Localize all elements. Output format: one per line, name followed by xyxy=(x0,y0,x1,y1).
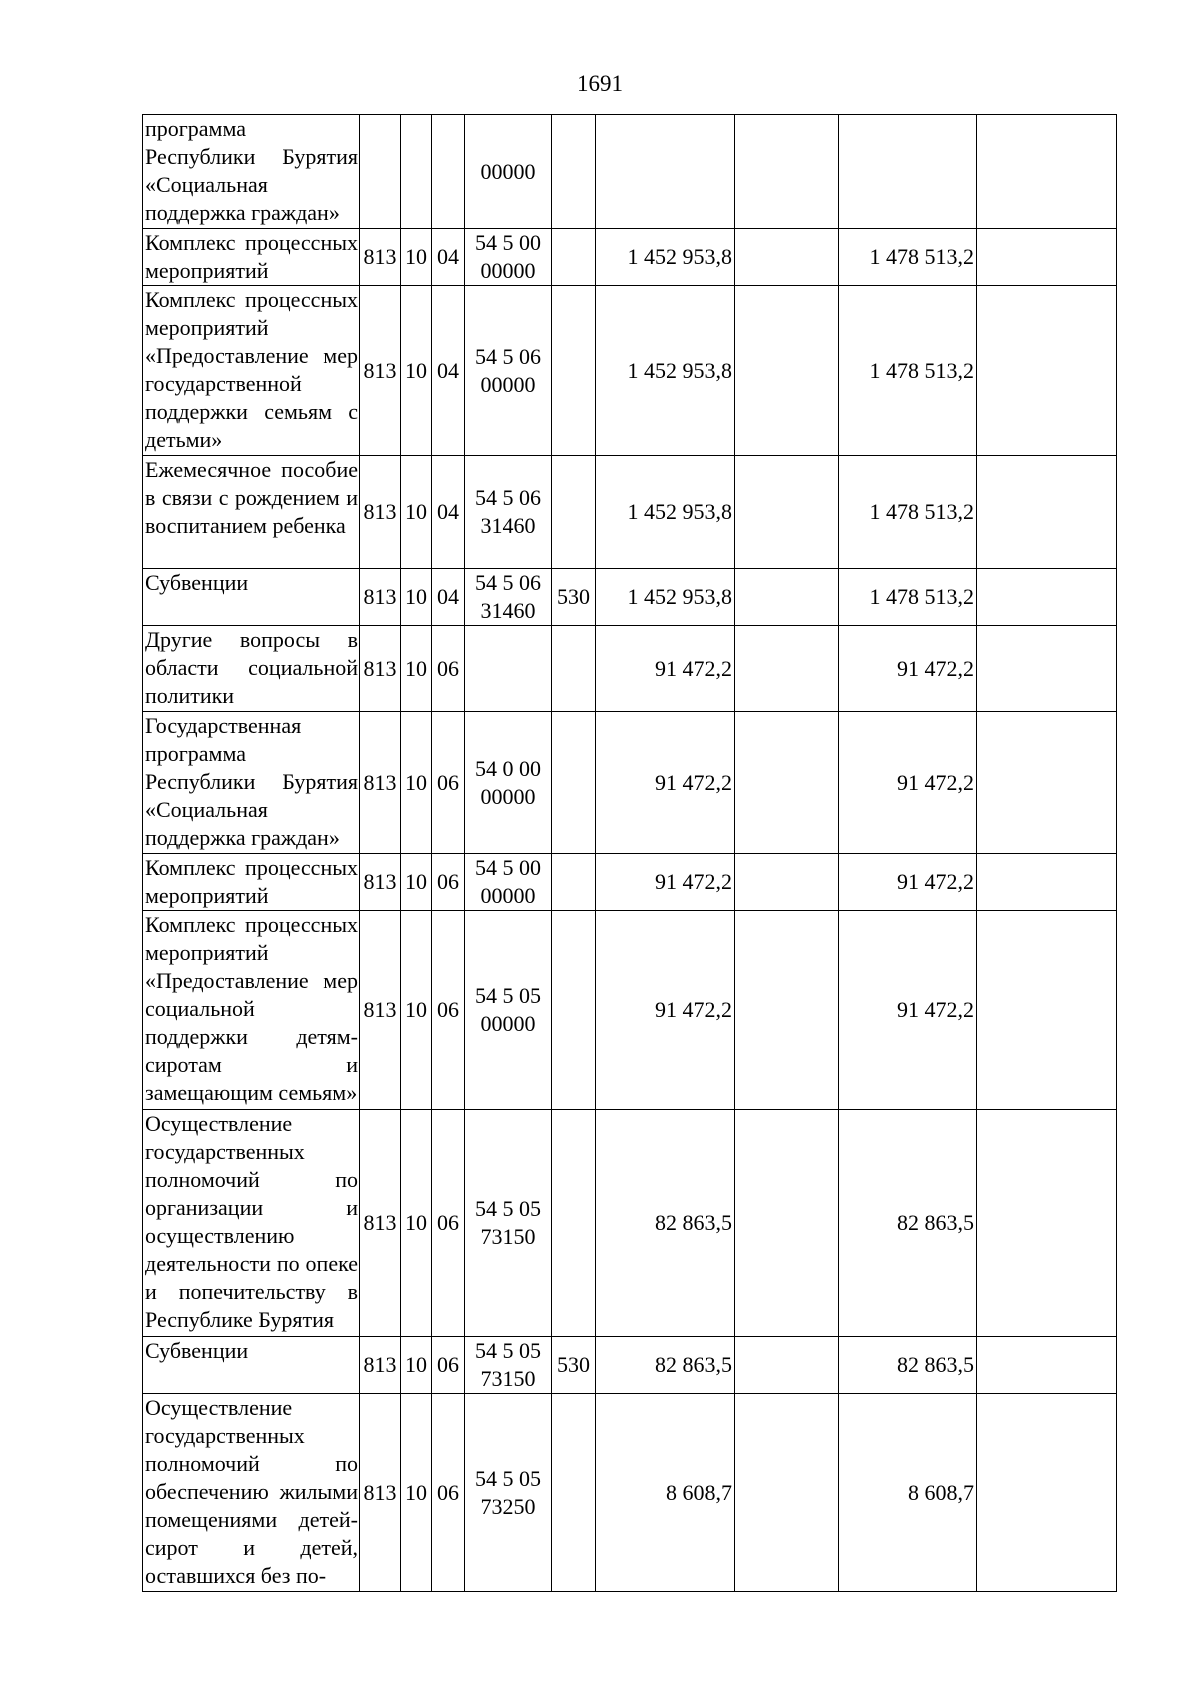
row-name-cell xyxy=(143,115,360,229)
amount-year1-text: 1 452 953,8 xyxy=(627,584,732,609)
target-article-cell xyxy=(465,115,552,229)
target-article-text: 54 5 00 00000 xyxy=(475,230,541,283)
empty-cell xyxy=(977,115,1117,229)
table-row xyxy=(143,712,1117,854)
target-article-text: 00000 xyxy=(480,158,536,184)
section-code-cell xyxy=(401,911,432,1110)
subsection-code-cell xyxy=(432,115,465,229)
empty-cell xyxy=(735,569,839,626)
subsection-code-cell xyxy=(432,911,465,1110)
grbs-code-cell xyxy=(360,456,401,569)
target-article-cell xyxy=(465,911,552,1110)
amount-year1-cell xyxy=(596,712,735,854)
expense-type-cell xyxy=(552,456,596,569)
empty-cell xyxy=(735,712,839,854)
table-row xyxy=(143,569,1117,626)
subsection-code-text: 06 xyxy=(437,769,459,795)
amount-year2-text: 1 478 513,2 xyxy=(869,357,974,383)
empty-cell xyxy=(735,911,839,1110)
target-article-cell xyxy=(465,1337,552,1394)
amount-year2-text: 91 472,2 xyxy=(897,655,974,681)
amount-year1-text: 8 608,7 xyxy=(666,1479,732,1505)
amount-year2-cell xyxy=(839,286,977,456)
table-row xyxy=(143,286,1117,456)
empty-cell xyxy=(735,1337,839,1394)
amount-year1-cell xyxy=(596,569,735,626)
empty-cell xyxy=(735,626,839,712)
section-code-cell xyxy=(401,854,432,911)
amount-year1-cell xyxy=(596,286,735,456)
amount-year1-cell xyxy=(596,626,735,712)
section-code-cell xyxy=(401,1110,432,1337)
empty-cell xyxy=(977,712,1117,854)
amount-year2-text: 82 863,5 xyxy=(897,1210,974,1235)
empty-cell xyxy=(735,115,839,229)
subsection-code-text: 04 xyxy=(437,499,459,524)
empty-cell xyxy=(977,1394,1117,1592)
subsection-code-cell xyxy=(432,1110,465,1337)
row-name-cell xyxy=(143,1110,360,1337)
empty-cell xyxy=(977,569,1117,626)
amount-year2-text: 91 472,2 xyxy=(897,997,974,1022)
empty-cell xyxy=(735,1394,839,1592)
page-number: 1691 xyxy=(577,71,623,96)
row-name-text: Комплекс процессных мероприятий xyxy=(145,855,358,908)
expense-type-cell xyxy=(552,911,596,1110)
expense-type-text: 530 xyxy=(557,1352,590,1377)
table-row xyxy=(143,1337,1117,1394)
section-code-cell xyxy=(401,456,432,569)
expense-type-cell xyxy=(552,626,596,712)
target-article-text: 54 5 05 00000 xyxy=(475,983,541,1036)
section-code-cell xyxy=(401,712,432,854)
target-article-cell xyxy=(465,626,552,712)
amount-year1-cell xyxy=(596,1110,735,1337)
subsection-code-text: 06 xyxy=(437,869,459,894)
expense-type-cell xyxy=(552,115,596,229)
expense-type-cell xyxy=(552,569,596,626)
amount-year1-text: 1 452 953,8 xyxy=(627,244,732,269)
expense-type-cell xyxy=(552,854,596,911)
amount-year2-text: 8 608,7 xyxy=(908,1479,974,1505)
row-name-cell xyxy=(143,569,360,626)
target-article-text: 54 5 06 31460 xyxy=(475,485,541,538)
table-row xyxy=(143,911,1117,1110)
grbs-code-text: 813 xyxy=(363,655,397,681)
grbs-code-cell xyxy=(360,115,401,229)
subsection-code-text: 04 xyxy=(437,584,459,609)
empty-cell xyxy=(735,1110,839,1337)
amount-year2-text: 1 478 513,2 xyxy=(869,499,974,524)
subsection-code-text: 04 xyxy=(437,244,459,269)
section-code-text: 10 xyxy=(405,869,427,894)
table-row xyxy=(143,115,1117,229)
row-name-text: Комплекс процессных мероприятий «Предоставление мер государственной поддержки семьям с детьми» xyxy=(145,287,358,452)
section-code-text: 10 xyxy=(405,1210,427,1235)
subsection-code-cell xyxy=(432,286,465,456)
subsection-code-cell xyxy=(432,854,465,911)
amount-year2-cell xyxy=(839,626,977,712)
amount-year1-cell xyxy=(596,1394,735,1592)
grbs-code-text: 813 xyxy=(363,244,397,269)
target-article-cell xyxy=(465,286,552,456)
grbs-code-text: 813 xyxy=(363,1479,397,1505)
grbs-code-cell xyxy=(360,569,401,626)
expense-type-cell xyxy=(552,286,596,456)
section-code-cell xyxy=(401,229,432,286)
section-code-text: 10 xyxy=(405,769,427,795)
amount-year2-text: 1 478 513,2 xyxy=(869,244,974,269)
row-name-cell xyxy=(143,911,360,1110)
grbs-code-text: 813 xyxy=(363,499,397,524)
section-code-text: 10 xyxy=(405,584,427,609)
amount-year1-text: 1 452 953,8 xyxy=(627,357,732,383)
amount-year1-cell xyxy=(596,229,735,286)
section-code-cell xyxy=(401,626,432,712)
subsection-code-text: 06 xyxy=(437,1210,459,1235)
target-article-cell xyxy=(465,229,552,286)
target-article-text: 54 5 06 31460 xyxy=(475,570,541,623)
target-article-text: 54 5 05 73150 xyxy=(475,1196,541,1249)
grbs-code-text: 813 xyxy=(363,584,397,609)
section-code-text: 10 xyxy=(405,997,427,1022)
amount-year2-text: 91 472,2 xyxy=(897,769,974,795)
section-code-text: 10 xyxy=(405,244,427,269)
empty-cell xyxy=(977,1337,1117,1394)
row-name-cell xyxy=(143,854,360,911)
row-name-text: Комплекс процессных мероприятий «Предоставление мер социальной поддержки детям-сиротам и замещающим семьям» xyxy=(145,912,358,1105)
target-article-cell xyxy=(465,1394,552,1592)
empty-cell xyxy=(735,286,839,456)
empty-cell xyxy=(977,229,1117,286)
row-name-cell xyxy=(143,1394,360,1592)
empty-cell xyxy=(977,911,1117,1110)
row-name-cell xyxy=(143,712,360,854)
empty-cell xyxy=(977,456,1117,569)
section-code-text: 10 xyxy=(405,499,427,524)
section-code-cell xyxy=(401,1394,432,1592)
row-name-cell xyxy=(143,626,360,712)
section-code-cell xyxy=(401,286,432,456)
amount-year1-text: 91 472,2 xyxy=(655,997,732,1022)
row-name-text: Ежемесячное пособие в связи с рождением и воспитанием ребенка xyxy=(145,457,358,538)
table-row xyxy=(143,1394,1117,1592)
empty-cell xyxy=(735,229,839,286)
target-article-cell xyxy=(465,854,552,911)
subsection-code-cell xyxy=(432,229,465,286)
grbs-code-cell xyxy=(360,1110,401,1337)
subsection-code-text: 06 xyxy=(437,1479,459,1505)
target-article-text: 54 5 05 73150 xyxy=(475,1338,541,1391)
amount-year1-cell xyxy=(596,1337,735,1394)
expense-type-cell xyxy=(552,1110,596,1337)
target-article-text: 54 5 05 73250 xyxy=(475,1465,541,1519)
row-name-cell xyxy=(143,229,360,286)
row-name-text: Комплекс процессных мероприятий xyxy=(145,230,358,283)
amount-year2-cell xyxy=(839,712,977,854)
amount-year2-cell xyxy=(839,229,977,286)
amount-year1-cell xyxy=(596,456,735,569)
row-name-text: Осуществление государственных полномочий по обеспечению жилыми помещениями детей-сирот и детей, оставшихся без по- xyxy=(145,1395,358,1588)
amount-year2-text: 91 472,2 xyxy=(897,869,974,894)
subsection-code-cell xyxy=(432,569,465,626)
amount-year1-text: 91 472,2 xyxy=(655,769,732,795)
expense-type-cell xyxy=(552,1394,596,1592)
subsection-code-cell xyxy=(432,712,465,854)
section-code-text: 10 xyxy=(405,357,427,383)
section-code-text: 10 xyxy=(405,1479,427,1505)
section-code-cell xyxy=(401,1337,432,1394)
budget-table xyxy=(142,114,1117,1592)
table-row xyxy=(143,854,1117,911)
table-row xyxy=(143,456,1117,569)
target-article-text: 54 5 06 00000 xyxy=(475,343,541,397)
empty-cell xyxy=(977,286,1117,456)
amount-year2-cell xyxy=(839,115,977,229)
empty-cell xyxy=(977,1110,1117,1337)
grbs-code-text: 813 xyxy=(363,357,397,383)
table-body xyxy=(143,115,1117,1592)
amount-year2-cell xyxy=(839,911,977,1110)
grbs-code-cell xyxy=(360,854,401,911)
subsection-code-text: 04 xyxy=(437,357,459,383)
empty-cell xyxy=(735,854,839,911)
row-name-text: программа Республики Бурятия «Социальная поддержка граждан» xyxy=(145,116,358,225)
table-row xyxy=(143,626,1117,712)
expense-type-text: 530 xyxy=(557,584,590,609)
subsection-code-text: 06 xyxy=(437,655,459,681)
subsection-code-cell xyxy=(432,626,465,712)
amount-year1-text: 82 863,5 xyxy=(655,1352,732,1377)
amount-year1-text: 1 452 953,8 xyxy=(627,499,732,524)
grbs-code-cell xyxy=(360,286,401,456)
table-row xyxy=(143,1110,1117,1337)
amount-year1-text: 91 472,2 xyxy=(655,655,732,681)
amount-year2-cell xyxy=(839,456,977,569)
grbs-code-text: 813 xyxy=(363,769,397,795)
grbs-code-cell xyxy=(360,712,401,854)
row-name-text: Субвенции xyxy=(145,1338,249,1363)
amount-year1-text: 82 863,5 xyxy=(655,1210,732,1235)
table-row xyxy=(143,229,1117,286)
empty-cell xyxy=(977,626,1117,712)
subsection-code-cell xyxy=(432,1337,465,1394)
grbs-code-cell xyxy=(360,229,401,286)
amount-year2-text: 1 478 513,2 xyxy=(869,584,974,609)
row-name-text: Субвенции xyxy=(145,570,249,595)
amount-year2-cell xyxy=(839,1394,977,1592)
subsection-code-text: 06 xyxy=(437,997,459,1022)
grbs-code-text: 813 xyxy=(363,1210,397,1235)
expense-type-cell xyxy=(552,712,596,854)
grbs-code-text: 813 xyxy=(363,997,397,1022)
row-name-cell xyxy=(143,286,360,456)
grbs-code-cell xyxy=(360,1394,401,1592)
target-article-cell xyxy=(465,712,552,854)
target-article-cell xyxy=(465,569,552,626)
amount-year1-text: 91 472,2 xyxy=(655,869,732,894)
amount-year2-cell xyxy=(839,1337,977,1394)
expense-type-cell xyxy=(552,1337,596,1394)
grbs-code-cell xyxy=(360,1337,401,1394)
row-name-text: Государственная программа Республики Бурятия «Социальная поддержка граждан» xyxy=(145,713,358,850)
target-article-text: 54 0 00 00000 xyxy=(475,755,541,809)
target-article-cell xyxy=(465,1110,552,1337)
grbs-code-cell xyxy=(360,911,401,1110)
section-code-text: 10 xyxy=(405,1352,427,1377)
subsection-code-cell xyxy=(432,456,465,569)
amount-year1-cell xyxy=(596,115,735,229)
grbs-code-text: 813 xyxy=(363,1352,397,1377)
target-article-cell xyxy=(465,456,552,569)
amount-year2-cell xyxy=(839,1110,977,1337)
target-article-text: 54 5 00 00000 xyxy=(475,855,541,908)
amount-year2-cell xyxy=(839,569,977,626)
section-code-text: 10 xyxy=(405,655,427,681)
subsection-code-text: 06 xyxy=(437,1352,459,1377)
row-name-cell xyxy=(143,1337,360,1394)
section-code-cell xyxy=(401,115,432,229)
grbs-code-cell xyxy=(360,626,401,712)
section-code-cell xyxy=(401,569,432,626)
amount-year2-text: 82 863,5 xyxy=(897,1352,974,1377)
row-name-text: Осуществление государственных полномочий по организации и осуществлению деятельности по опеке и попечительству в Республике Бурятия xyxy=(145,1111,358,1332)
empty-cell xyxy=(977,854,1117,911)
row-name-cell xyxy=(143,456,360,569)
subsection-code-cell xyxy=(432,1394,465,1592)
amount-year1-cell xyxy=(596,911,735,1110)
expense-type-cell xyxy=(552,229,596,286)
grbs-code-text: 813 xyxy=(363,869,397,894)
row-name-text: Другие вопросы в области социальной политики xyxy=(145,627,358,708)
amount-year1-cell xyxy=(596,854,735,911)
empty-cell xyxy=(735,456,839,569)
amount-year2-cell xyxy=(839,854,977,911)
